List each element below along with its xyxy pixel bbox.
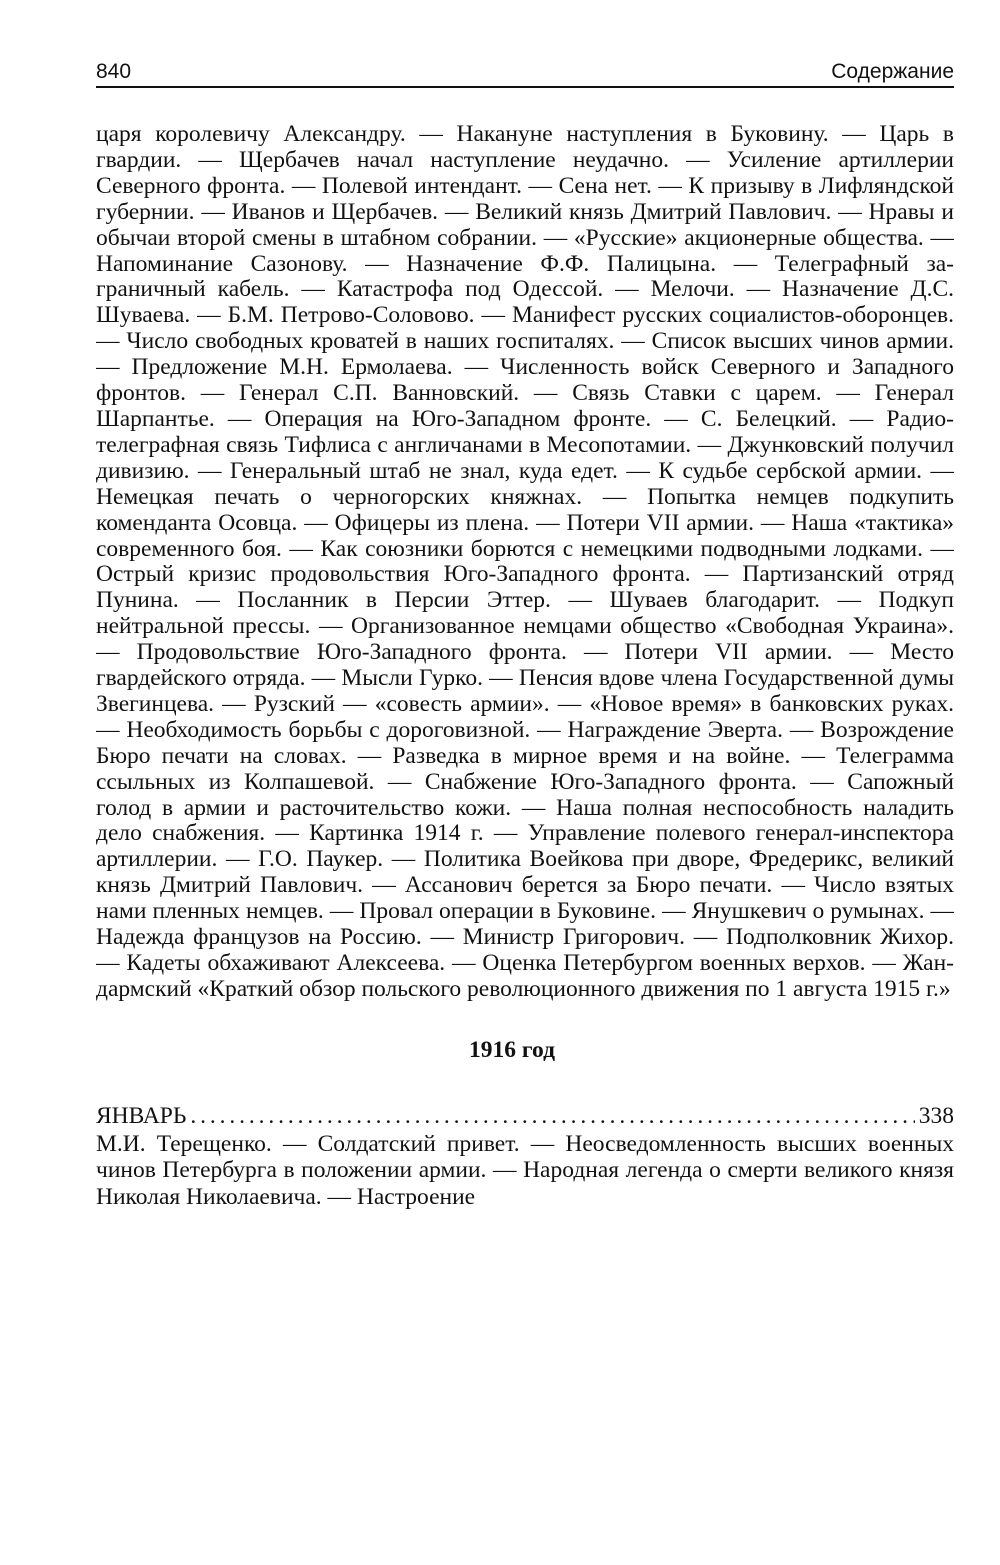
book-page [96, 48, 954, 1538]
running-head [96, 48, 954, 88]
year-heading: 1916 год [469, 1036, 555, 1063]
continuation-paragraph: царя королевичу Александру. — Накануне наступления в Буковину. — Царь в гвардии. — Щербачев начал наступление неудачно. — Усиление артиллерии Северного фронта. — Полевой интендант. — Сена нет. — К призыву в Лифляндской губернии. — Иванов и Щербачев. — Великий князь Дмитрий Павлович. — Нравы и обычаи второй смены в штабном собрании. — «Русские» акционерные общества. — Напоминание Сазонову. — Назначение Ф.Ф. Палицына. — Телеграфный заграничный кабель. — Катастрофа под Одессой. — Мелочи. — Назначение Д.С. Шуваева. — Б.М. Петрово-Соловово. — Манифест русских социалистов-оборонцев. — Число свободных кроватей в наших госпиталях. — Список высших чинов армии. — Предложение М.Н. Ермолаева. — Численность войск Северного и Западного фронтов. — Генерал С.П. Ванновский. — Связь Ставки с царем. — Генерал Шарпантье. — Операция на Юго-Западном фронте. — С. Белецкий. — Радиотелеграфная связь Тифлиса с англичанами в Месопотамии. — Джунковский получил дивизию. — Генеральный штаб не знал, куда едет. — К судьбе сербской армии. — Немецкая печать о черногорских княжнах. — Попытка немцев подкупить коменданта Осовца. — Офицеры из плена. — Потери VII армии. — Наша «тактика» современного боя. — Как союзники борются с немецкими подводными лодками. — Острый кризис продовольствия Юго-Западного фронта. — Партизанский отряд Пунина. — Посланник в Персии Эттер. — Шуваев благодарит. — Подкуп нейтральной прессы. — Организованное немцами общество «Свободная Украина». — Продовольствие Юго-Западного фронта. — Потери VII армии. — Место гвардейского отряда. — Мысли Гурко. — Пенсия вдове члена Государственной думы Звегинцева. — Рузский — «совесть армии». — «Новое время» в банковских руках. — Необходимость борьбы с дороговизной. — Награждение Эверта. — Возрождение Бюро печати на словах. — Разведка в мирное время и на войне. — Телеграмма ссыльных из Колпашевой. — Снабжение Юго-Западного фронта. — Сапожный голод в армии и расточительство кожи. — Наша полная неспособность наладить дело снабжения. — Картинка 1914 г. — Управление полевого генерал-инспектора артиллерии. — Г.О. Паукер. — Политика Воейкова при дворе, Фредерикс, великий князь Дмитрий Павлович. — Ассанович берется за Бюро печати. — Число взятых нами пленных немцев. — Провал операции в Буковине. — Янушкевич о румынах. — Надежда французов на Россию. — Министр Григорович. — Подполковник Жихор. — Кадеты обхаживают Алексеева. — Оценка Петербургом военных верхов. — Жандармский «Краткий обзор польского революционного движения по 1 августа 1915 г.» [96, 121, 954, 1002]
section-title: Содержание [831, 60, 954, 83]
contents-continuation [96, 122, 954, 1003]
dot-leader [190, 1103, 914, 1129]
january-paragraph: М.И. Терещенко. — Солдатский привет. — Неосведомленность высших военных чинов Петербурга в положении армии. — Народная легенда о смерти великого князя Николая Николаевича. — Настроение [96, 1130, 954, 1210]
month-title: ЯНВАРЬ [96, 1102, 187, 1129]
page-number: 840 [96, 60, 132, 83]
toc-entry-january [96, 1103, 954, 1129]
month-page-number: 338 [918, 1102, 954, 1129]
january-contents [96, 1131, 954, 1211]
